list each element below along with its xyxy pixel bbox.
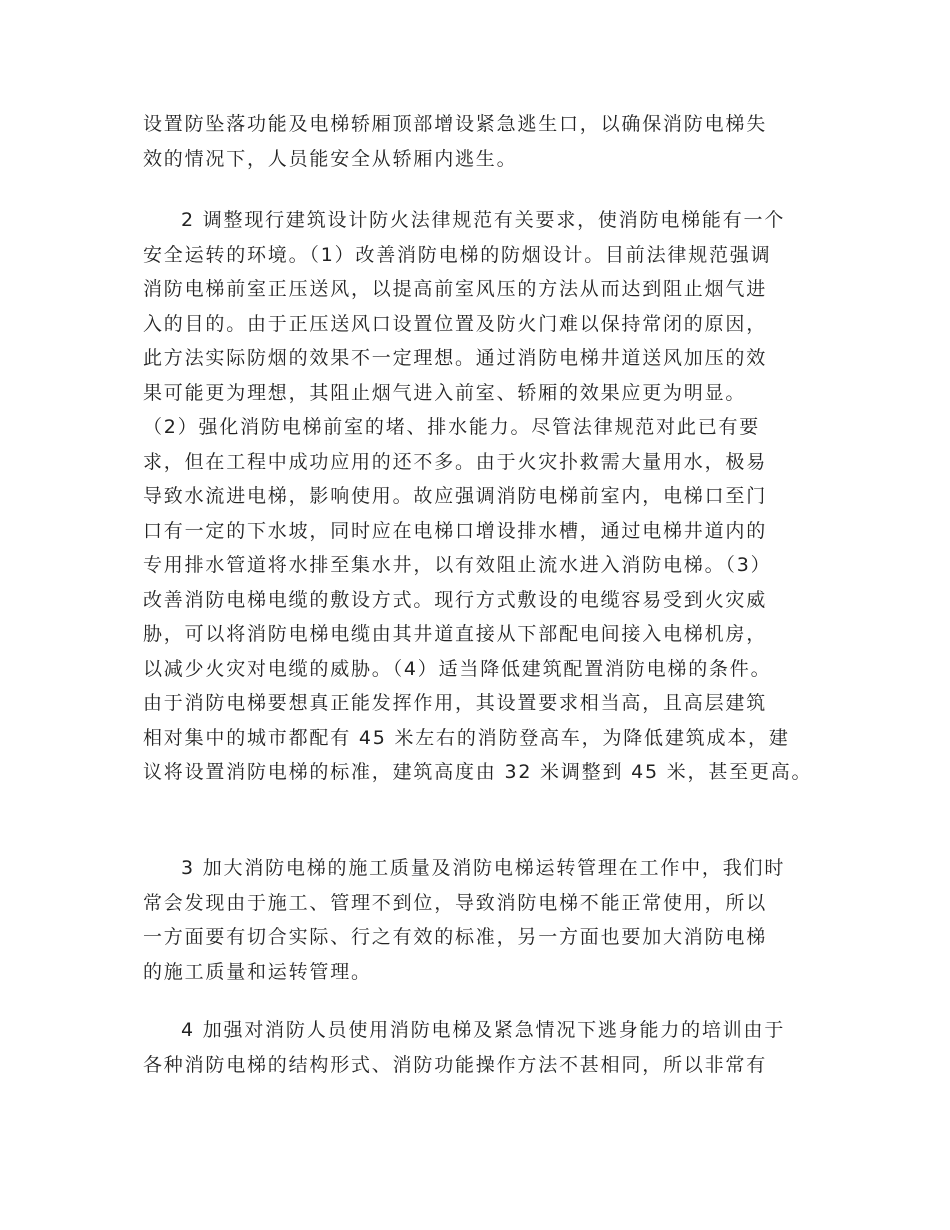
text-line: 4 加强对消防人员使用消防电梯及紧急情况下逃身能力的培训由于 [181,1019,786,1041]
text-line: 求，但在工程中成功应用的还不多。由于火灾扑救需大量用水，极易 [143,450,768,473]
text-line: 消防电梯前室正压送风，以提高前室风压的方法从而达到阻止烟气进 [143,278,768,300]
text-line: （2）强化消防电梯前室的堵、排水能力。尽管法律规范对此已有要 [143,416,761,438]
paragraph-3 [143,851,809,989]
paragraph-4 [143,1013,809,1082]
text-line: 2 调整现行建筑设计防火法律规范有关要求，使消防电梯能有一个 [181,209,786,231]
text-line: 一方面要有切合实际、行之有效的标准，另一方面也要加大消防电梯 [143,926,768,948]
text-line: 入的目的。由于正压送风口设置位置及防火门难以保持常闭的原因， [143,312,768,335]
paragraph-2 [143,203,813,790]
text-line: 胁，可以将消防电梯电缆由其井道直接从下部配电间接入电梯机房， [143,623,768,645]
text-line: 相对集中的城市都配有 45 米左右的消防登高车，为降低建筑成本，建 [143,726,790,749]
text-line: 导致水流进电梯，影响使用。故应强调消防电梯前室内，电梯口至门 [143,485,768,507]
text-line: 3 加大消防电梯的施工质量及消防电梯运转管理在工作中，我们时 [181,857,786,879]
text-line: 此方法实际防烟的效果不一定理想。通过消防电梯井道送风加压的效 [143,347,768,369]
text-line: 果可能更为理想，其阻止烟气进入前室、轿厢的效果应更为明显。 [143,381,747,404]
text-line: 专用排水管道将水排至集水井，以有效阻止流水进入消防电梯。（3） [143,554,772,576]
text-line: 由于消防电梯要想真正能发挥作用，其设置要求相当高，且高层建筑 [143,692,768,714]
text-line: 各种消防电梯的结构形式、消防功能操作方法不甚相同，所以非常有 [143,1053,768,1076]
text-line: 设置防坠落功能及电梯轿厢顶部增设紧急逃生口，以确保消防电梯失 [143,113,768,135]
text-line: 改善消防电梯电缆的敷设方式。现行方式敷设的电缆容易受到火灾威 [143,588,768,611]
text-line: 的施工质量和运转管理。 [143,960,372,983]
paragraph-1 [143,107,809,176]
text-line: 安全运转的环境。（1）改善消防电梯的防烟设计。目前法律规范强调 [143,243,772,266]
text-line: 议将设置消防电梯的标准，建筑高度由 32 米调整到 45 米，甚至更高。 [143,761,813,783]
text-line: 常会发现由于施工、管理不到位，导致消防电梯不能正常使用，所以 [143,891,768,914]
text-line: 以减少火灾对电缆的威胁。（4）适当降低建筑配置消防电梯的条件。 [143,657,772,680]
text-line: 效的情况下，人员能安全从轿厢内逃生。 [143,147,518,170]
text-line: 口有一定的下水坡，同时应在电梯口增设排水槽，通过电梯井道内的 [143,519,768,542]
